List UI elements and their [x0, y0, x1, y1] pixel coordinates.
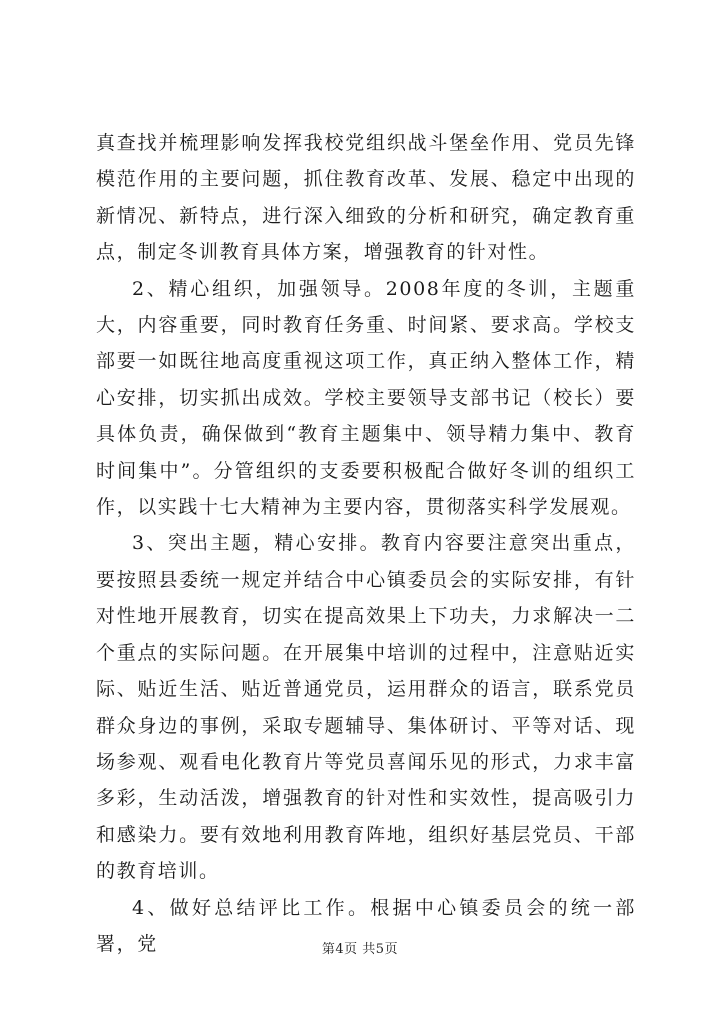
paragraph-1: 真查找并梳理影响发挥我校党组织战斗堡垒作用、党员先锋模范作用的主要问题，抓住教育改革、发展、稳定中出现的新情况、新特点，进行深入细致的分析和研究，确定教育重点，制定冬训教育具体方案，增强教育的针对性。: [96, 132, 636, 264]
paragraph-4: 4、做好总结评比工作。根据中心镇委员会的统一部署，党: [96, 896, 636, 955]
paragraph-2: 2、精心组织，加强领导。2008年度的冬训，主题重大，内容重要，同时教育任务重、时间紧、要求高。学校支部要一如既往地高度重视这项工作，真正纳入整体工作，精心安排，切实抓出成效。学校主要领导支部书记（校长）要具体负责，确保做到“教育主题集中、领导精力集中、教育时间集中”。分管组织的支委要积极配合做好冬训的组织工作，以实践十七大精神为主要内容，贯彻落实科学发展观。: [96, 277, 636, 519]
document-body: [96, 125, 636, 962]
page-number-footer: 第4页 共5页: [321, 942, 399, 957]
paragraph-3: 3、突出主题，精心安排。教育内容要注意突出重点，要按照县委统一规定并结合中心镇委员会的实际安排，有针对性地开展教育，切实在提高效果上下功夫，力求解决一二个重点的实际问题。在开展集中培训的过程中，注意贴近实际、贴近生活、贴近普通党员，运用群众的语言，联系党员群众身边的事例，采取专题辅导、集体研讨、平等对话、现场参观、观看电化教育片等党员喜闻乐见的形式，力求丰富多彩，生动活泼，增强教育的针对性和实效性，提高吸引力和感染力。要有效地利用教育阵地，组织好基层党员、干部的教育培训。: [96, 532, 636, 883]
